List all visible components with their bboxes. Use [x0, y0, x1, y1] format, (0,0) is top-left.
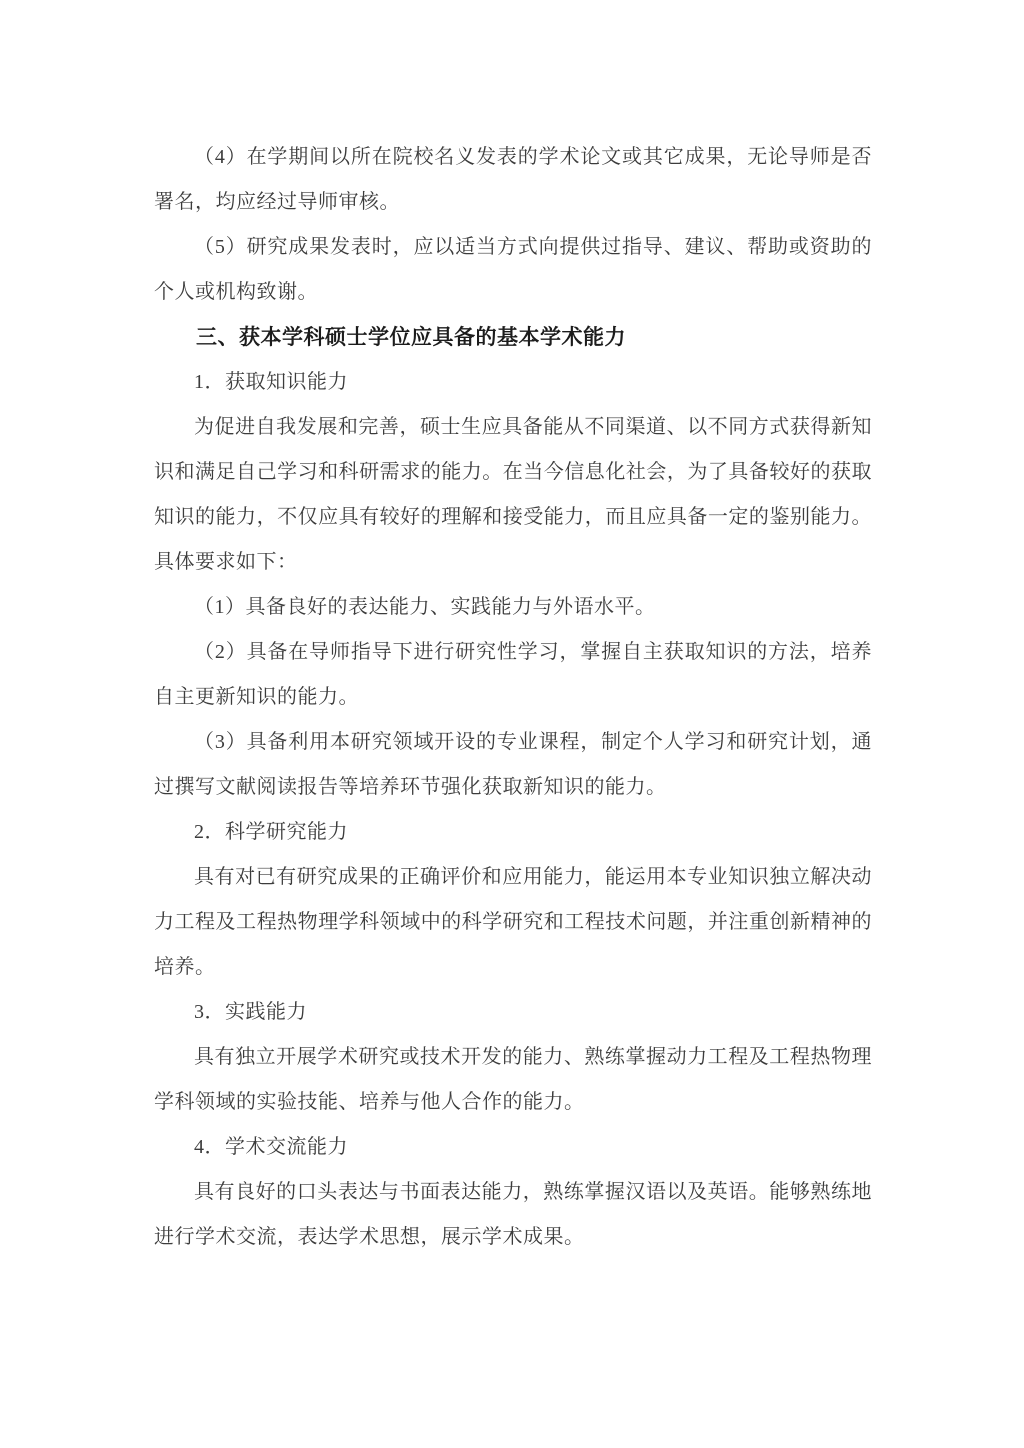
subsection-practical-ability	[154, 990, 872, 1125]
paragraph: 具有良好的口头表达与书面表达能力，熟练掌握汉语以及英语。能够熟练地进行学术交流，表达学术思想，展示学术成果。	[154, 1181, 872, 1248]
paragraph-item-3: （3）具备利用本研究领域开设的专业课程，制定个人学习和研究计划，通过撰写文献阅读报告等培养环节强化获取新知识的能力。	[154, 731, 872, 798]
paragraph-item-1: （1）具备良好的表达能力、实践能力与外语水平。	[194, 596, 656, 618]
paragraph: 为促进自我发展和完善，硕士生应具备能从不同渠道、以不同方式获得新知识和满足自己学习和科研需求的能力。在当今信息化社会，为了具备较好的获取知识的能力，不仅应具有较好的理解和接受能力，而且应具备一定的鉴别能力。具体要求如下：	[154, 416, 872, 573]
document-body	[154, 135, 872, 1260]
subsection-title: 2．科学研究能力	[194, 821, 348, 843]
subsection-title: 3．实践能力	[194, 1001, 307, 1023]
subsection-title: 4．学术交流能力	[194, 1136, 348, 1158]
subsection-scientific-research	[154, 810, 872, 990]
subsection-title: 1．获取知识能力	[194, 371, 348, 393]
paragraph-item-4: （4）在学期间以所在院校名义发表的学术论文或其它成果，无论导师是否署名，均应经过导师审核。	[154, 146, 872, 213]
paragraph: 具有对已有研究成果的正确评价和应用能力，能运用本专业知识独立解决动力工程及工程热物理学科领域中的科学研究和工程技术问题，并注重创新精神的培养。	[154, 866, 872, 978]
paragraph-item-5: （5）研究成果发表时，应以适当方式向提供过指导、建议、帮助或资助的个人或机构致谢。	[154, 236, 872, 303]
paragraph: 具有独立开展学术研究或技术开发的能力、熟练掌握动力工程及工程热物理学科领域的实验技能、培养与他人合作的能力。	[154, 1046, 872, 1113]
subsection-academic-communication	[154, 1125, 872, 1260]
paragraph-item-2: （2）具备在导师指导下进行研究性学习，掌握自主获取知识的方法，培养自主更新知识的能力。	[154, 641, 872, 708]
subsection-knowledge-acquisition	[154, 360, 872, 810]
section-heading: 三、获本学科硕士学位应具备的基本学术能力	[196, 325, 626, 349]
